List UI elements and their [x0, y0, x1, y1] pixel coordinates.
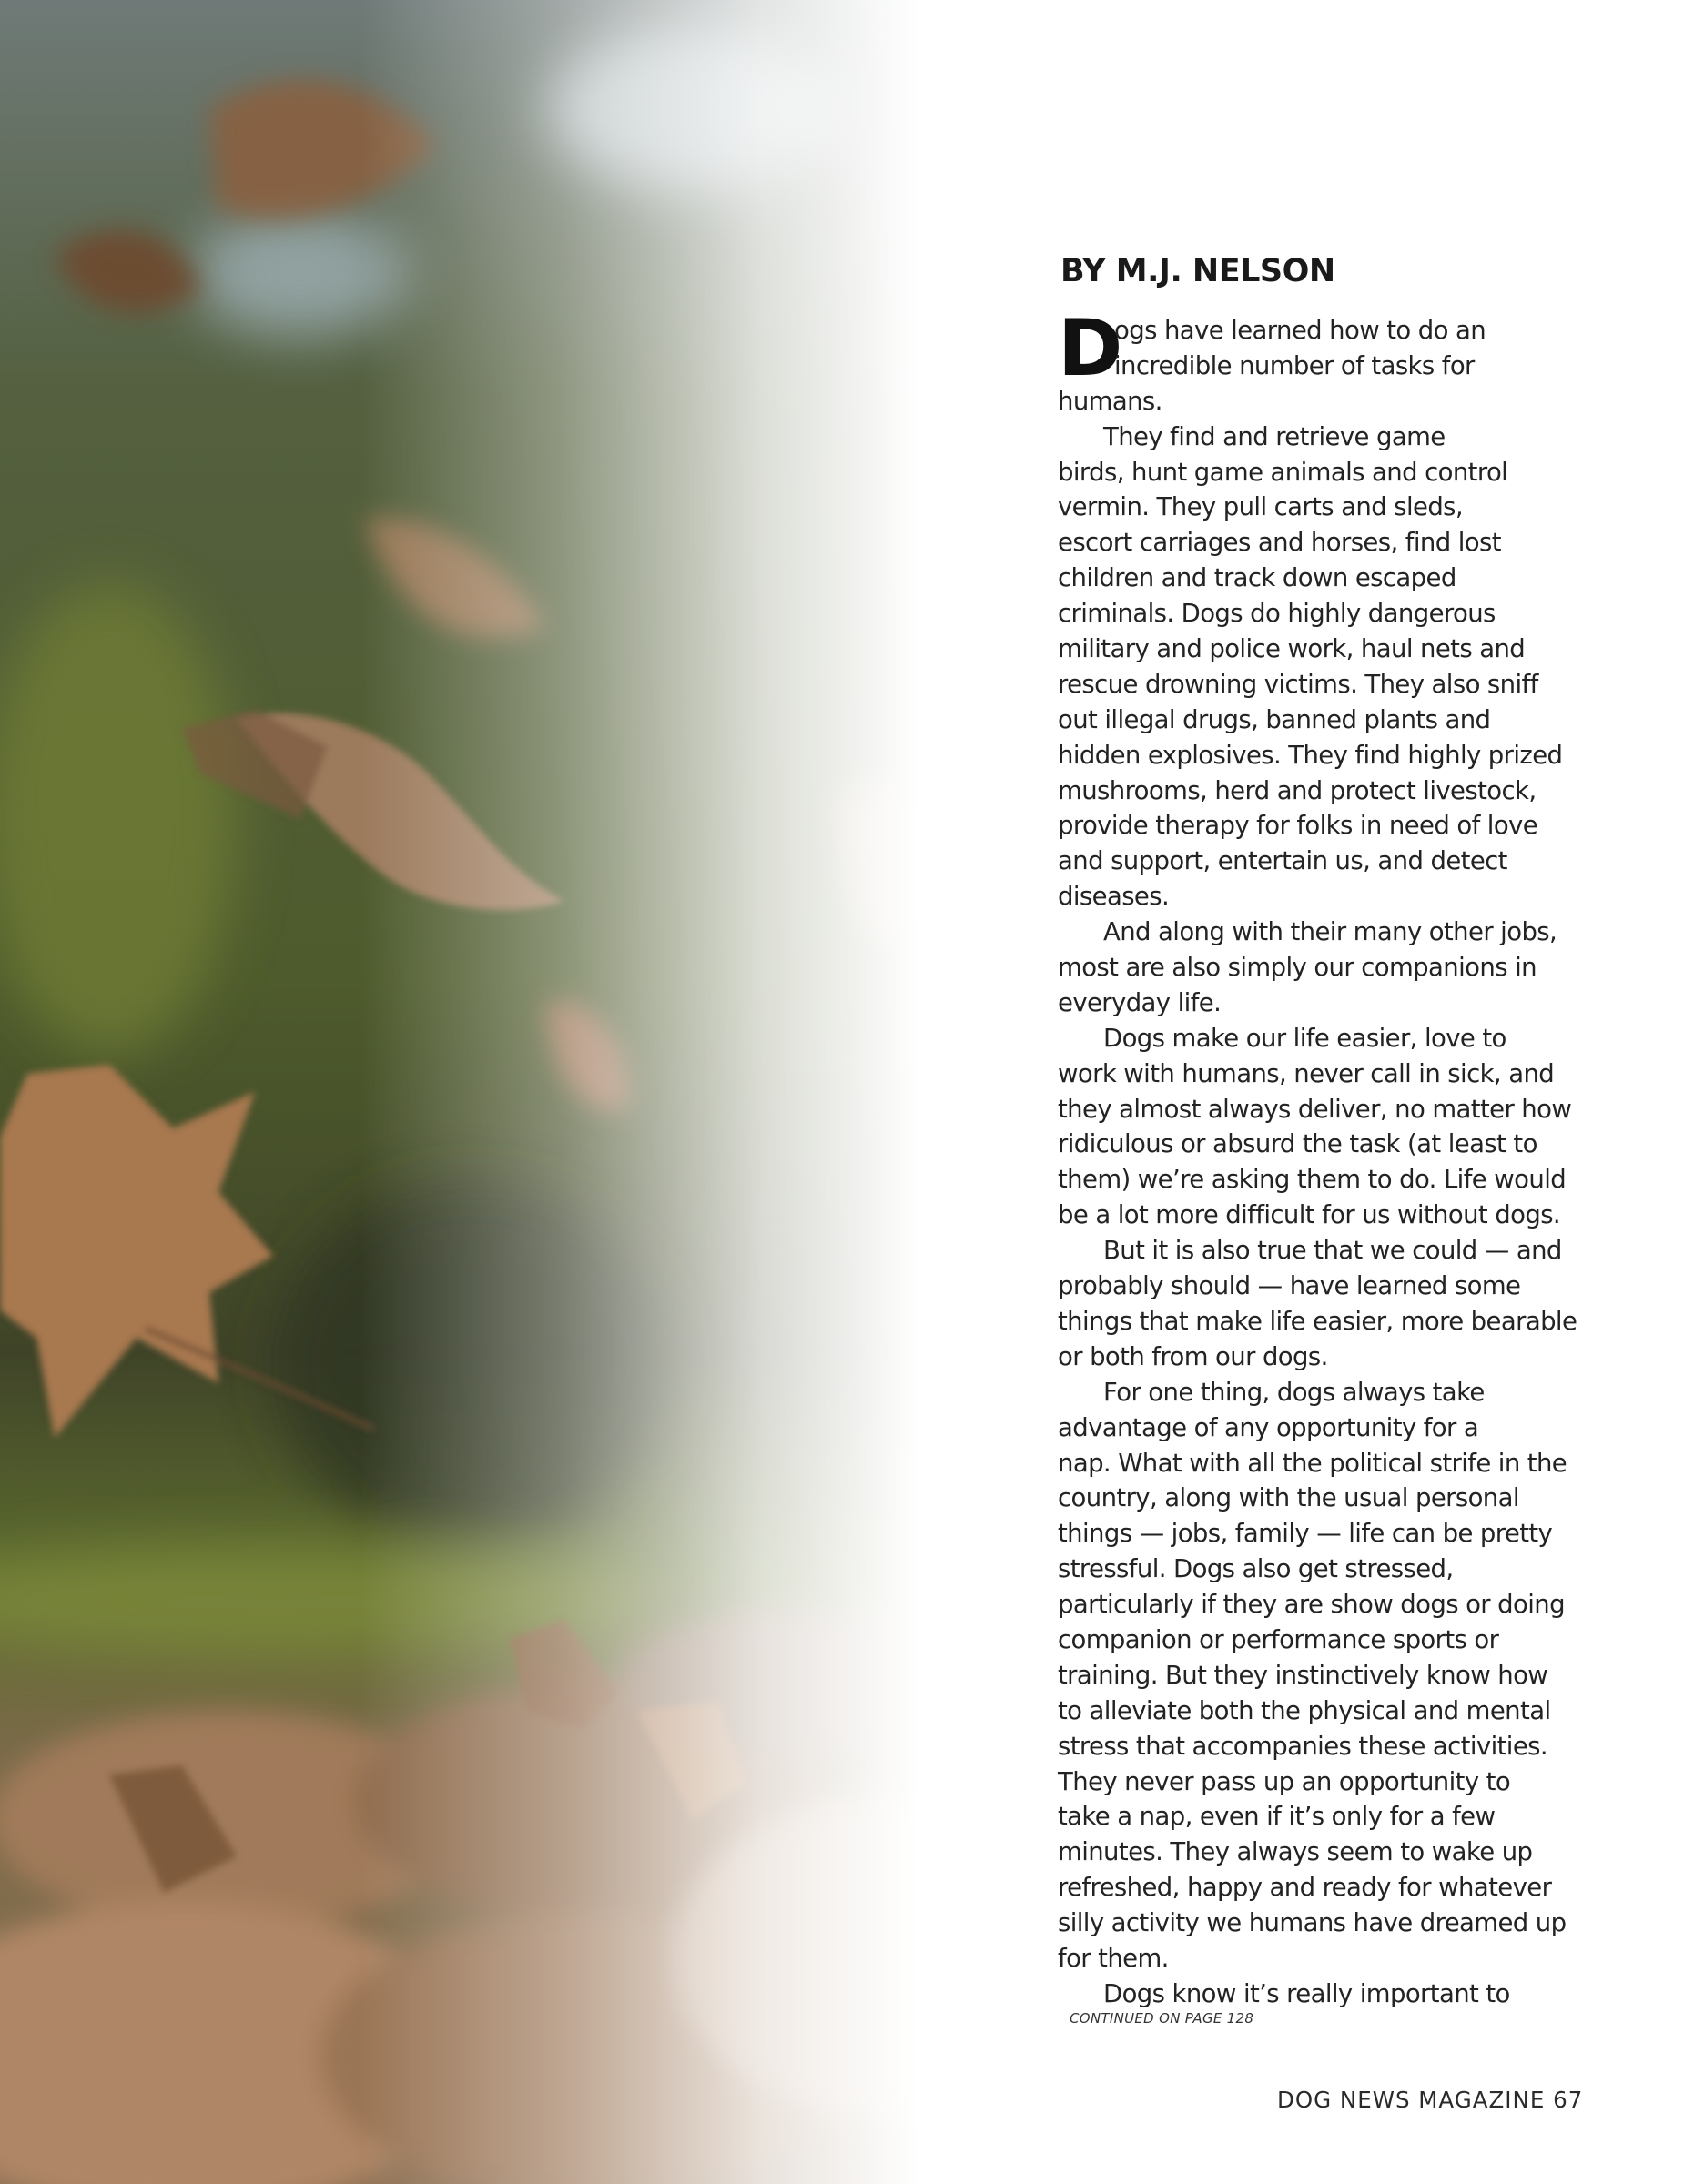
article-line: most are also simply our companions in [1058, 953, 1537, 983]
article-line: out illegal drugs, banned plants and [1058, 704, 1491, 734]
page-footer [1277, 2087, 1583, 2113]
article-line: incredible number of tasks for [1114, 350, 1475, 380]
article-line: For one thing, dogs always take [1103, 1377, 1485, 1407]
article-line: They find and retrieve game [1103, 421, 1446, 451]
article-line: mushrooms, herd and protect livestock, [1058, 775, 1537, 805]
drop-cap: D [1058, 303, 1123, 394]
article-line: things that make life easier, more bearable [1058, 1306, 1577, 1336]
article-line: training. But they instinctively know how [1058, 1660, 1548, 1690]
article-line: and support, entertain us, and detect [1058, 846, 1507, 876]
article-line: nap. What with all the political strife in the [1058, 1448, 1567, 1478]
article-line: companion or performance sports or [1058, 1624, 1499, 1654]
article-line: things — jobs, family — life can be pretty [1058, 1519, 1553, 1549]
article-line: vermin. They pull carts and sleds, [1058, 492, 1464, 522]
article-line: stress that accompanies these activities. [1058, 1731, 1548, 1761]
article-line: diseases. [1058, 882, 1170, 912]
article-line: silly activity we humans have dreamed up [1058, 1908, 1567, 1938]
continued-note: CONTINUED ON PAGE 128 [1070, 2010, 1254, 2027]
publication-name: DOG NEWS MAGAZINE [1277, 2087, 1546, 2113]
article-line: Dogs make our life easier, love to [1103, 1023, 1506, 1053]
article-line: They never pass up an opportunity to [1058, 1766, 1511, 1796]
article-line: probably should — have learned some [1058, 1271, 1521, 1301]
article-body [1058, 303, 1577, 2012]
article-line: to alleviate both the physical and mental [1058, 1695, 1551, 1725]
article-line: And along with their many other jobs, [1103, 917, 1557, 947]
article-line: criminals. Dogs do highly dangerous [1058, 599, 1496, 629]
article-line: or both from our dogs. [1058, 1341, 1328, 1371]
article-line: ogs have learned how to do an [1114, 316, 1486, 345]
article-line: stressful. Dogs also get stressed, [1058, 1554, 1454, 1584]
article-line: particularly if they are show dogs or doing [1058, 1590, 1565, 1620]
article-line: Dogs know it’s really important to [1103, 1978, 1510, 2008]
page-number: 67 [1553, 2087, 1584, 2113]
article-line: country, along with the usual personal [1058, 1483, 1519, 1513]
article-line: advantage of any opportunity for a [1058, 1412, 1479, 1442]
article-line: work with humans, never call in sick, and [1058, 1058, 1555, 1088]
article-line: provide therapy for folks in need of love [1058, 811, 1538, 841]
article-line: ridiculous or absurd the task (at least to [1058, 1129, 1537, 1159]
article-line: escort carriages and horses, find lost [1058, 528, 1501, 558]
byline: BY M.J. NELSON [1060, 253, 1335, 289]
article-line: birds, hunt game animals and control [1058, 457, 1508, 487]
article-line: military and police work, haul nets and [1058, 634, 1526, 664]
article-line: be a lot more difficult for us without dogs. [1058, 1200, 1561, 1230]
article-line: them) we’re asking them to do. Life would [1058, 1165, 1567, 1195]
article-line: for them. [1058, 1943, 1169, 1973]
article-line: minutes. They always seem to wake up [1058, 1837, 1533, 1867]
article-line: humans. [1058, 386, 1162, 416]
article-line: But it is also true that we could — and [1103, 1236, 1562, 1266]
article-line: they almost always deliver, no matter how [1058, 1094, 1572, 1124]
article-line: children and track down escaped [1058, 563, 1456, 593]
article-line: everyday life. [1058, 987, 1222, 1017]
article-line: refreshed, happy and ready for whatever [1058, 1873, 1552, 1903]
article-line: rescue drowning victims. They also sniff [1058, 669, 1538, 699]
article-line: hidden explosives. They find highly prized [1058, 740, 1563, 770]
article-line: take a nap, even if it’s only for a few [1058, 1802, 1496, 1832]
